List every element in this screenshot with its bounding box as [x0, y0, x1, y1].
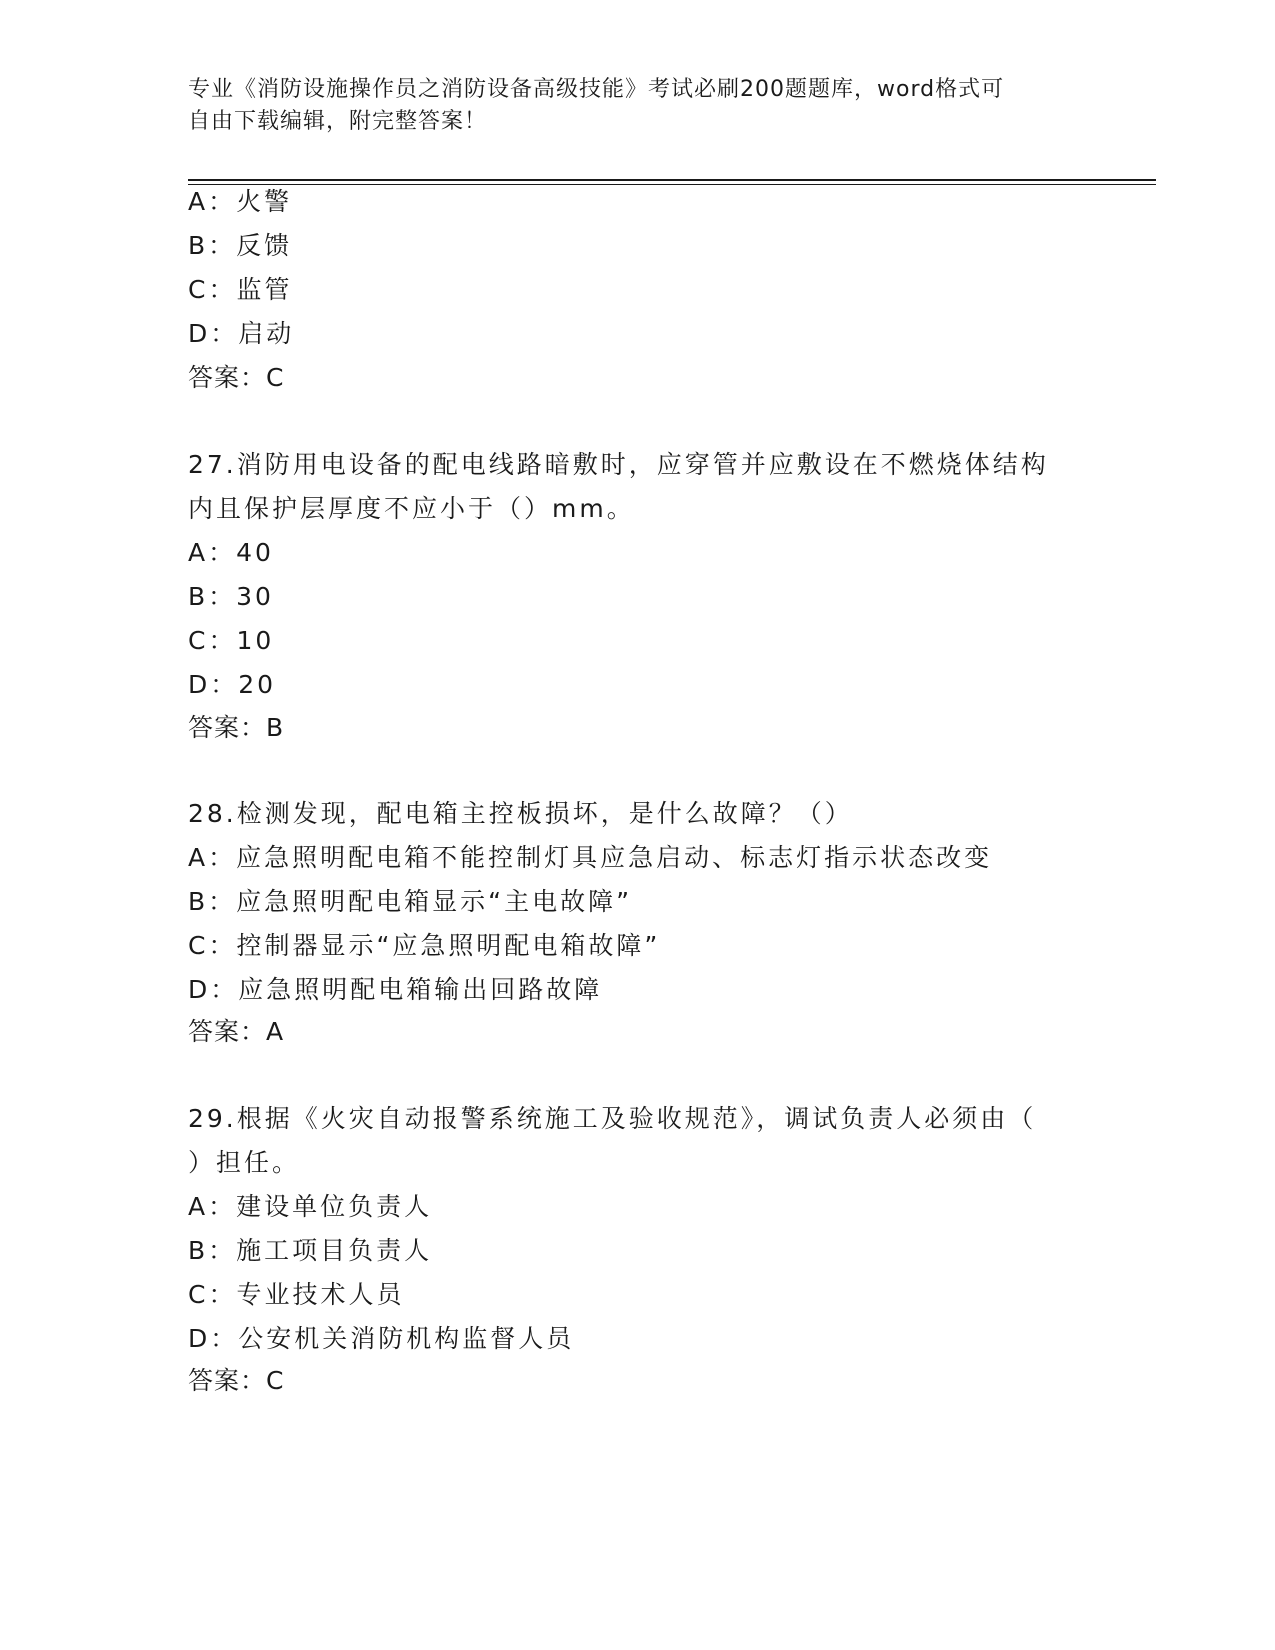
q27-option-c: C：10 [188, 626, 275, 655]
q26-option-d: D：启动 [188, 319, 295, 348]
q28-option-c: C：控制器显示“应急照明配电箱故障” [188, 931, 661, 960]
q28-answer: 答案：A [188, 1017, 285, 1046]
q27-stem-line-1: 27.消防用电设备的配电线路暗敷时，应穿管并应敷设在不燃烧体结构 [188, 450, 1049, 479]
q27-option-d: D：20 [188, 670, 277, 699]
q26-answer: 答案：C [188, 363, 285, 392]
q29-option-d: D：公安机关消防机构监督人员 [188, 1324, 575, 1353]
document-header [188, 74, 1088, 138]
header-divider-thin [188, 184, 1156, 185]
header-line-1: 专业《消防设施操作员之消防设备高级技能》考试必刷200题题库，word格式可 [188, 77, 1005, 102]
q26-option-b: B：反馈 [188, 231, 293, 260]
q26-option-a: A：火警 [188, 187, 293, 216]
q26-option-c: C：监管 [188, 275, 293, 304]
q27-stem-line-2: 内且保护层厚度不应小于（）mm。 [188, 494, 635, 523]
q29-stem-line-1: 29.根据《火灾自动报警系统施工及验收规范》，调试负责人必须由（ [188, 1104, 1037, 1133]
q28-option-a: A：应急照明配电箱不能控制灯具应急启动、标志灯指示状态改变 [188, 843, 993, 872]
q28-stem-line-1: 28.检测发现，配电箱主控板损坏，是什么故障？（） [188, 799, 853, 828]
q27-option-a: A：40 [188, 538, 274, 567]
q29-option-c: C：专业技术人员 [188, 1280, 405, 1309]
q29-answer: 答案：C [188, 1366, 285, 1395]
q29-option-b: B：施工项目负责人 [188, 1236, 433, 1265]
q28-option-b: B：应急照明配电箱显示“主电故障” [188, 887, 633, 916]
q29-option-a: A：建设单位负责人 [188, 1192, 433, 1221]
q27-answer: 答案：B [188, 713, 285, 742]
header-line-2: 自由下载编辑，附完整答案！ [188, 109, 488, 134]
q27-option-b: B：30 [188, 582, 274, 611]
header-divider-thick [188, 179, 1156, 181]
q28-option-d: D：应急照明配电箱输出回路故障 [188, 975, 603, 1004]
q29-stem-line-2: ）担任。 [188, 1148, 301, 1177]
